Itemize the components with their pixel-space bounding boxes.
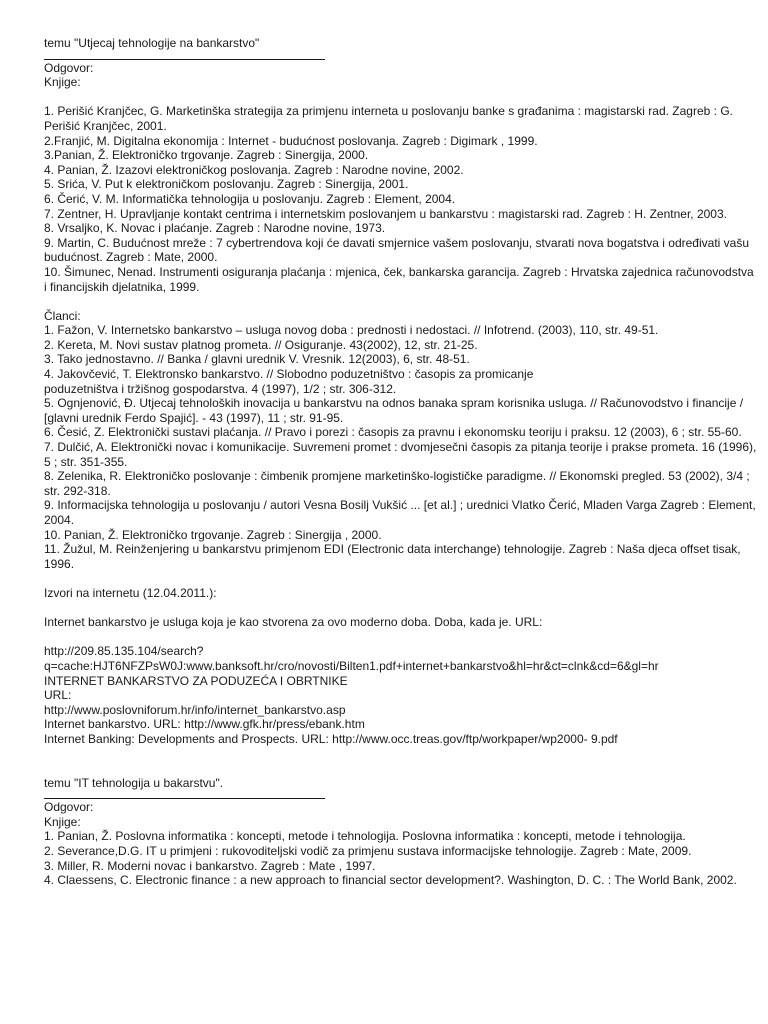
- text-line: 2. Severance,D.G. IT u primjeni : rukovoditeljski vodič za primjenu sustava informacijske tehnologije. Zagreb : Mate, 2009.: [44, 844, 692, 859]
- text-line: http://209.85.135.104/search?: [44, 644, 204, 659]
- text-line: 6. Česić, Z. Elektronički sustavi plaćanja. // Pravo i porezi : časopis za pravnu i ekonomsku teoriju i praksu. 12 (2003), 6 ; str. 55-60.: [44, 425, 742, 440]
- text-line: q=cache:HJT6NFZPsW0J:www.banksoft.hr/cro/novosti/Bilten1.pdf+internet+bankarstvo&hl=hr&ct=clnk&cd=6&gl=hr: [44, 658, 659, 673]
- text-line: Knjige:: [44, 814, 81, 829]
- text-line: Internet bankarstvo. URL: http://www.gfk.hr/press/ebank.htm: [44, 717, 365, 732]
- blank-line: [44, 294, 758, 309]
- document-body: [44, 36, 758, 888]
- text-line: 6. Čerić, V. M. Informatička tehnologija u poslovanju. Zagreb : Element, 2004.: [44, 191, 456, 206]
- text-line: 2. Kereta, M. Novi sustav platnog prometa. // Osiguranje. 43(2002), 12, str. 21-25.: [44, 337, 478, 352]
- text-line: temu "Utjecaj tehnologije na bankarstvo": [44, 36, 260, 50]
- text-line: 10. Panian, Ž. Elektroničko trgovanje. Zagreb : Sinergija , 2000.: [44, 527, 382, 542]
- blank-line: [44, 571, 758, 586]
- text-line: Internet Banking: Developments and Prospects. URL: http://www.occ.treas.gov/ftp/workpaper/wp2000- 9.pdf: [44, 731, 618, 746]
- blank-line: [44, 90, 758, 105]
- text-line: temu "IT tehnologija u bakarstvu".: [44, 775, 224, 790]
- text-line: 3.Panian, Ž. Elektroničko trgovanje. Zagreb : Sinergija, 2000.: [44, 148, 369, 163]
- text-line: URL:: [44, 688, 72, 703]
- text-line: 8. Zelenika, R. Elektroničko poslovanje : čimbenik promjene marketinško-logističke paradigme. // Ekonomski pregled. 53 (2002), 3/4 ; str. 292-318.: [44, 469, 754, 498]
- text-line: 3. Tako jednostavno. // Banka / glavni urednik V. Vresnik. 12(2003), 6, str. 48-51.: [44, 352, 470, 367]
- text-line: 1. Fažon, V. Internetsko bankarstvo – usluga novog doba : prednosti i nedostaci. // Infotrend. (2003), 110, str. 49-51.: [44, 323, 659, 338]
- blank-line: [44, 630, 758, 645]
- text-line: 8. Vrsaljko, K. Novac i plaćanje. Zagreb : Narodne novine, 1973.: [44, 221, 386, 236]
- text-line: Članci:: [44, 308, 81, 323]
- blank-line: [44, 747, 758, 762]
- text-line: Internet bankarstvo je usluga koja je kao stvorena za ovo moderno doba. Doba, kada je. URL:: [44, 615, 543, 630]
- text-line: http://www.poslovniforum.hr/info/internet_bankarstvo.asp: [44, 702, 346, 717]
- text-line: Izvori na internetu (12.04.2011.):: [44, 585, 217, 600]
- text-line: 9. Informacijska tehnologija u poslovanju / autori Vesna Bosilj Vukšić ... [et al.] ; urednici Vlatko Čerić, Mladen Varga Zagreb : Element, 2004.: [44, 498, 760, 527]
- text-line: 4. Claessens, C. Electronic finance : a new approach to financial sector development?. Washington, D. C. : The World Bank, 2002.: [44, 873, 737, 888]
- text-line: 11. Žužul, M. Reinženjering u bankarstvu primjenom EDI (Electronic data interchange) tehnologije. Zagreb : Naša djeca offset tisak, 1996.: [44, 542, 744, 571]
- text-line: 7. Dulčić, A. Elektronički novac i komunikacije. Suvremeni promet : dvomjesečni časopis za pitanja teorije i prakse prometa. 16 (1996), 5 ; str. 351-355.: [44, 440, 760, 469]
- text-line: 5. Ognjenović, Đ. Utjecaj tehnoloških inovacija u bankarstvu na odnos banaka spram korisnika usluga. // Računovodstvo i financije / [glavni urednik Ferdo Spajić]. - 43 (1997), 11 ; str. 91-95.: [44, 396, 747, 425]
- separator-line: [44, 59, 325, 60]
- text-line: 2.Franjić, M. Digitalna ekonomija : Internet - budućnost poslovanja. Zagreb : Digimark , 1999.: [44, 133, 538, 148]
- text-line: Odgovor:: [44, 800, 94, 815]
- text-line: 4. Panian, Ž. Izazovi elektroničkog poslovanja. Zagreb : Narodne novine, 2002.: [44, 162, 464, 177]
- blank-line: [44, 761, 758, 776]
- text-line: 3. Miller, R. Moderni novac i bankarstvo. Zagreb : Mate , 1997.: [44, 858, 376, 873]
- text-line: Odgovor:: [44, 60, 94, 75]
- text-line: poduzetništva i tržišnog gospodarstva. 4 (1997), 1/2 ; str. 306-312.: [44, 381, 397, 396]
- text-line: 9. Martin, C. Budućnost mreže : 7 cybertrendova koji će davati smjernice vašem poslovanju, stvarati nova bogatstva i određivati vašu budućnost. Zagreb : Mate, 2000.: [44, 235, 753, 265]
- text-line: 1. Panian, Ž. Poslovna informatika : koncepti, metode i tehnologija. Poslovna informatika : koncepti, metode i tehnologija.: [44, 829, 686, 844]
- blank-line: [44, 601, 758, 616]
- text-line: Knjige:: [44, 75, 81, 90]
- text-line: 1. Perišić Kranjčec, G. Marketinška strategija za primjenu interneta u poslovanju banke s građanima : magistarski rad. Zagreb : G. Perišić Kranjčec, 2001.: [44, 104, 737, 133]
- text-line: 4. Jakovčević, T. Elektronsko bankarstvo. // Slobodno poduzetništvo : časopis za promicanje: [44, 367, 534, 382]
- separator-line: [44, 798, 325, 799]
- text-line: 7. Zentner, H. Upravljanje kontakt centrima i internetskim poslovanjem u bankarstvu : magistarski rad. Zagreb : H. Zentner, 2003.: [44, 206, 727, 221]
- text-line: INTERNET BANKARSTVO ZA PODUZEĆA I OBRTNIKE: [44, 673, 348, 688]
- text-line: 10. Šimunec, Nenad. Instrumenti osiguranja plaćanja : mjenica, ček, bankarska garancija. Zagreb : Hrvatska zajednica računovodstva i financijskih djelatnika, 1999.: [44, 264, 758, 294]
- text-line: 5. Srića, V. Put k elektroničkom poslovanju. Zagreb : Sinergija, 2001.: [44, 177, 409, 192]
